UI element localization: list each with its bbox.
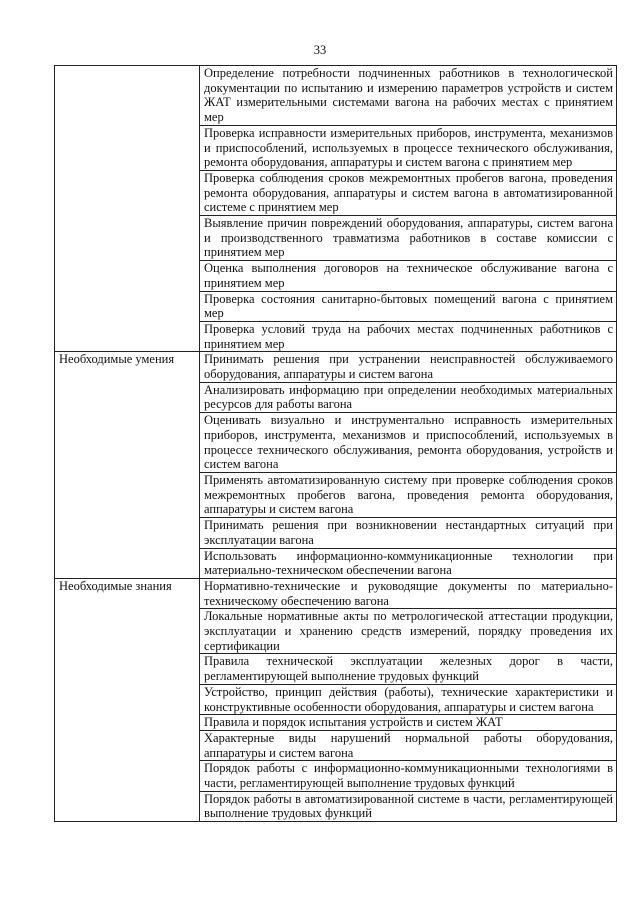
table-row xyxy=(55,66,617,126)
table-cell: Порядок работы с информационно-коммуникационными технологиями в части, регламентирующей выполнение трудовых функций xyxy=(200,761,617,791)
table-cell: Оценка выполнения договоров на техническое обслуживание вагона с принятием мер xyxy=(200,261,617,291)
table-row xyxy=(55,352,617,382)
table-cell: Применять автоматизированную систему при проверке соблюдения сроков межремонтных пробегов вагона, проведения ремонта оборудования, аппаратуры и систем вагона xyxy=(200,472,617,517)
table-cell: Принимать решения при устранении неисправностей обслуживаемого оборудования, аппаратуры и систем вагона xyxy=(200,352,617,382)
competency-table xyxy=(54,65,617,822)
section-label-skills: Необходимые умения xyxy=(55,352,200,579)
table-cell: Принимать решения при возникновении нестандартных ситуаций при эксплуатации вагона xyxy=(200,518,617,548)
table-cell: Нормативно-технические и руководящие документы по материально-техническому обеспечению вагона xyxy=(200,578,617,608)
table-cell: Проверка условий труда на рабочих местах подчиненных работников с принятием мер xyxy=(200,321,617,351)
table-cell: Характерные виды нарушений нормальной работы оборудования, аппаратуры и систем вагона xyxy=(200,730,617,760)
table-cell: Использовать информационно-коммуникационные технологии при материально-техническом обеспечении вагона xyxy=(200,548,617,578)
table-row xyxy=(55,578,617,608)
table-cell: Выявление причин повреждений оборудования, аппаратуры, систем вагона и производственного травматизма работников в составе комиссии с принятием мер xyxy=(200,216,617,261)
table-cell: Оценивать визуально и инструментально исправность измерительных приборов, инструмента, механизмов и приспособлений, используемых в процессе технического обслуживания, ремонта оборудования, устройств и систем вагона xyxy=(200,413,617,473)
page-number: 33 xyxy=(313,43,327,57)
table-cell: Порядок работы в автоматизированной системе в части, регламентирующей выполнение трудовых функций xyxy=(200,791,617,821)
table-cell: Определение потребности подчиненных работников в технологической документации по испытанию и измерению параметров устройств и систем ЖАТ измерительными системами вагона на рабочих местах с принятием мер xyxy=(200,66,617,126)
table-cell: Проверка исправности измерительных приборов, инструмента, механизмов и приспособлений, используемых в процессе технического обслуживания, ремонта оборудования, аппаратуры и систем вагона с принятием мер xyxy=(200,125,617,170)
section-label xyxy=(55,66,200,352)
table-cell: Анализировать информацию при определении необходимых материальных ресурсов для работы вагона xyxy=(200,382,617,412)
table-cell: Правила технической эксплуатации железных дорог в части, регламентирующей выполнение трудовых функций xyxy=(200,654,617,684)
table-cell: Проверка состояния санитарно-бытовых помещений вагона с принятием мер xyxy=(200,291,617,321)
table-cell: Устройство, принцип действия (работы), технические характеристики и конструктивные особенности оборудования, аппаратуры и систем вагона xyxy=(200,684,617,714)
section-label-knowledge: Необходимые знания xyxy=(55,578,200,821)
table-cell: Локальные нормативные акты по метрологической аттестации продукции, эксплуатации и хранению средств измерений, порядку проведения их сертификации xyxy=(200,609,617,654)
table-cell: Проверка соблюдения сроков межремонтных пробегов вагона, проведения ремонта оборудования, аппаратуры и систем вагона в автоматизированной системе с принятием мер xyxy=(200,170,617,215)
table-cell: Правила и порядок испытания устройств и систем ЖАТ xyxy=(200,715,617,731)
